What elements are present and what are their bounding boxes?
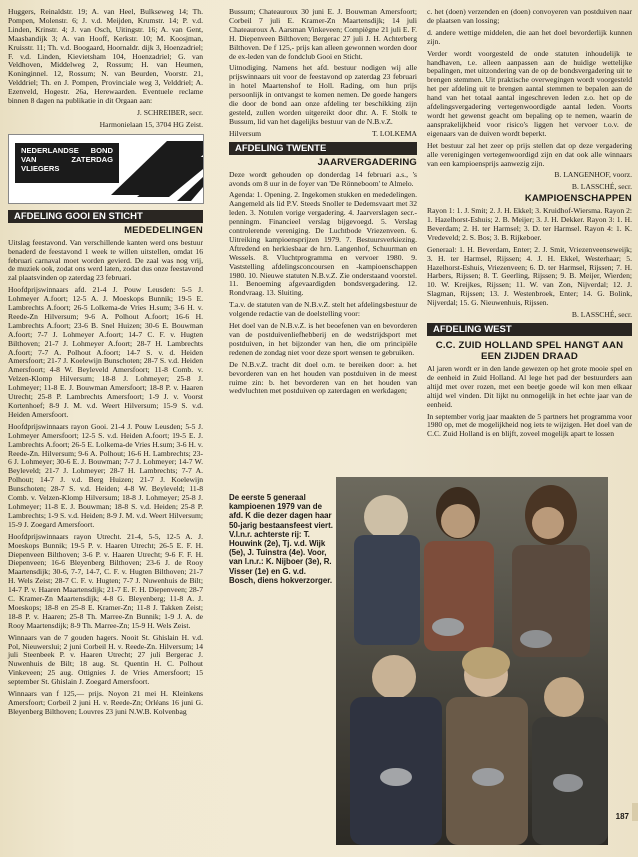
article-text: Winnaars van f 125,— prijs. Noyon 21 mei H. Kleinkens Amersfoort; Corbeil 2 juni H. v. Reede-Zn; Orléans 16 juni G. Bleyenberg Bilthoven; Louvres 23 juni N.W.B. Kolvenbag: [8, 689, 203, 716]
article-text: Verder wordt voorgesteld de onde statuten inhoudelijk te handhaven, t.e. alleen aanpassen aan de huidige wettelijke bepalingen, met uitzondering van de op de bondsvergadering uit te brengen stemmen. Uit praktische overwegingen wordt voorgesteld het per afdeling uit te brengen aantal stemmen te bepalen aan de hand van het totaal aantal ingeschreven leden z.o. het op de afdelingsvergadering vertegenwoordigde aantal leden. Voorts wordt het gewenst geacht om bepaling op te nemen, waarin de aansprakelijkheid voor risico's liggen het vervoer t.o.v. de eigenaars van de duiven wordt beperkt.: [427, 48, 632, 138]
article-text: T.a.v. de statuten van de N.B.v.Z. stelt het afdelingsbestuur de volgende redactie van de doelstelling voor:: [229, 300, 417, 319]
column-3: [427, 8, 632, 442]
bird-wing-icon: [107, 135, 203, 203]
member-list-text: Huggers, Reinaldstr. 19; A. van Heel, Bulkseweg 14; Th. Pompen, Molenstr. 6; J. v.d. Meijden, Krumstr. 14; P. v.d. Linden, Krinstr. 4; J. van Osch, Uitingstr. 16; A. van Gent, Maasbandijk 3; A. van Hooff, Kerkstr. 10; M. Koosjman, Kruisstr. 11; Th. v.d. Boogaard, Hoornaldr. dijk 3, Hoenzadriel; F. v.d. Linden, Kievietsham 104, Hoenzadriel; G. van Veldhoven, Middelweg 2, Rossum; H. van Heumen, Koninginnel. 12, Rossum; N. van Beurden, Voorstr. 21, Velddriel; Th. en J. Pompen, Provinciale weg 3, Velddriel; A. Ezenveld, Hogestr. 26a, Herewaarden. Eventuele reclame binnen 8 dagen na publikatie in dit Orgaan aan:: [8, 7, 203, 106]
article-text: Het doel van de N.B.v.Z. is het beoefenen van en bevorderen van de postduivenliefhebberij en de wedstrijdsport met postduiven, in het bijzonder van hen, die om principiële redenen de zondag niet voor deze sport wensen te gebruiken.: [229, 321, 417, 357]
article-text: Hoofdprijswinnaars rayon Gooi. 21-4 J. Pouw Leusden; 5-5 J. Lohmeyer Amersfoort; 12-5 S. v.d. Heiden A.foort; 19-5 E. J. Lambrechts A.foort; 26-5 E. Lolkema-de Vries H.sum; 3-6 H. v. Reede-Zn. Hilversum; 9-6 A. Polhout; 16-6 H. Lambrechts; 23-6 J. Lohmeyer; 30-6 E. J. Bouwman; 7-7 J. Lohmeyer; 14-7 W. Beyleveld; 21-7 J. Lohmeyer; 28-7 H. Lambrechts; 7-7 A. Polhout; 14-7 J. v.d. Berg Huizen; 21-7 J. Koelewijn Bunschoten; 28-7 S. v.d. Heiden; 4-8 W. Beyleveld; 11-8 Comb. v. Velzen-Klomp Hilversum; 18-8 J. Lohmeyer; 25-8 J. Lohmeyer; 11-8 E. J. Bouwman; 18-8 S. v.d. Heiden; 25-8 P. Lambrechts; 1-9 S. v.d. Heiden; 8-9 J. M. v.d. Weert Hilversum; 15-9 J. Zoegard Amersfoort.: [8, 421, 203, 529]
article-text: De N.B.v.Z. tracht dit doel o.m. te bereiken door: a. het bevorderen van en het houden van postduiven in de meest ruime zin: b. het bevorderen van en het houden van wedvluchten met postduiven op zaterdagen en werkdagen;: [229, 359, 417, 396]
article-text: Al jaren wordt er in den lande gewezen op het grote mooie spel en de eenheid in Zuid Holland. Al lege het pad der bestuurders aan altijd met over rozen, met een beetje goede wil kon men elkaar altijd wel vinden. Dit lijkt nu onmogelijk in het echte jaar van de eenheid.: [427, 364, 632, 409]
section-bar-west: AFDELING WEST: [427, 323, 632, 336]
page-edge-tab: [632, 803, 638, 821]
article-text: Winnaars van de 7 gouden hagers. Nooit St. Ghislain H. v.d. Pol, Nieuwerslui; 2 juni Corbeil H. v. Reede-Zn. Hilversum; 14 juli Steenbeek P. v. Haaren Utrecht; 27 juli Bergerac J. Nuwenhuis de Bilt; 18 aug. St. Quentin H. C. Polhout Vinkeveen; 25 aug. Ottignies J. de Vries Amersfoort; 15 september St. Ghislain J. Zoegard Amersfoort.: [8, 632, 203, 687]
section-bar-gooi-sticht: AFDELING GOOI EN STICHT: [8, 210, 203, 223]
group-photo-illustration: [336, 477, 608, 845]
page-number: 187: [615, 812, 629, 821]
logo-text: NEDERLANDSE BOND VAN ZATERDAG VLIEGERS: [15, 143, 119, 183]
signature: B. LASSCHÉ, secr.: [571, 310, 632, 320]
address: Harmonielaan 15, 3704 HG Zeist.: [99, 119, 203, 129]
signature: T. LOLKEMA: [372, 128, 417, 138]
signature: B. LANGENHOF, voorz.: [554, 170, 632, 180]
article-text: Bussum; Chateauroux 30 juni E. J. Bouwman Amersfoort; Corbeil 7 juli E. Kramer-Zn Maartensdijk; 14 juli Chateauroux A. Aarsman Vinkeveen; Compiègne 21 juli E. F. H. Diepenveen Bilthoven; Bergerac 27 juli J. H. Achterberg Bilthoven. De f 125,- prijs kan alleen gewonnen worden door de ex-leden van de fondclub Gooi en Sticht.: [229, 7, 417, 61]
signature: J. SCHREIBER, secr.: [136, 107, 203, 117]
column-2: [229, 8, 417, 399]
article-text: c. het (doen) verzenden en (doen) convoyeren van postduiven naar de plaatsen van lossing;: [427, 7, 632, 25]
section-bar-twente: AFDELING TWENTE: [229, 142, 417, 155]
article-text: Agenda: 1. Opening. 2. Ingekomen stukken en mededelingen. Aangemeld als lid P.V. Steeds Snoller te Dedemsvaart met 32 leden. 3. Notulen vorige vergadering. 4. Jaarverslagen secr.-penningm. Financieel verslag bijgevoegd. 5. Verslag controlerende vereniging. De Luchtbode Vriezenveen. 6. Uitreiking kampioensprijzen 1979. 7. Bestuursverkiezing. Aftredend en herkiesbaar de hrn. Langenhof, Schuurman en Wessels. 8. Vluchtprogramma en vervoer 1980. 9. Vaststelling afdelingsconcoursen en -kampioenschappen 1980. 10. Nieuwe statuten N.B.v.Z. Zie onderstaand voorstel. 11. Benoeming afgevaardigden bondsvergadering. 12. Rondvraag. 13. Sluiting.: [229, 190, 417, 298]
group-photo: [336, 477, 608, 845]
article-text: Deze wordt gehouden op donderdag 14 februari a.s., 's avonds om 8 uur in de foyer van 'De Rönneboom' te Almelo.: [229, 169, 417, 188]
heading-jaarvergadering: JAARVERGADERING: [317, 156, 417, 168]
heading-mededelingen: MEDEDELINGEN: [124, 224, 203, 236]
article-text: Uitslag feestavond. Van verschillende kanten werd ons bestuur benaderd de feestavond 1 week te willen uitstellen, omdat 16 februari carnaval moet worden gevierd. De zaal was nog vrij, de muziek ook, zodat ons werd laten, zodat dus onze feestavond zal plaatsvinden op zaterdag 23 februari.: [8, 237, 203, 283]
article-text: Uitnodiging. Namens het afd. bestuur nodigen wij alle prijswinnaars uit voor de feestavond op zaterdag 23 februari in hotel Maartenshof te Holl. Rading, om hun prijs persoonlijk in ontvangst te komen nemen. De goede hangers die door de bond aan onze afdeling ter beschikking zijn gesteld, zullen worden uitgereikt door dhr. A. F. Stolk te Bussum, lid van het dagelijks bestuur van de N.B.v.Z.: [229, 63, 417, 126]
heading-zuid-holland: C.C. ZUID HOLLAND SPEL HANGT AAN EEN ZIJDEN DRAAD: [435, 340, 624, 362]
article-text: Hoofdprijswinnaars rayon Utrecht. 21-4, 5-5, 12-5 A. J. Moeskops Bunnik; 19-5 P. v. Haaren Utrecht; 26-5 E. F. H. Diepenveen Bilthoven; 3-6 P. v. Haaren Utrecht; 9-6 F. F. H. Diepenveen; 16-6 Bleyenberg Bilthoven; 23-6 J. de Rooy Maartensdijk; 30-6, 7-7, 14-7, C. F. v. Hugten Bilthoven; 21-7 H. Wels Zeist; 28-7 C. F. v. Hugten; 7-7 J. Nuwenhuis de Bilt; 14-7 P. v. Haaren Maartensdijk; 21-7 E. F. H. Diepenveen; 28-7 C. Kramer-Zn Maartensdijk; 4-8 G. Bleyenberg; 11-8 A. J. Moeskops; 18-8 en 25-8 E. Kramer-Zn; 11-8 J. Takken Zeist; 18-8 P. v. Haaren; 25-8 Th. Marree-Zn Bunnik; 1-9 J. A. de Rooy Maartensdijk; 8-9 Th. Marree-Zn; 15-9 H. Wels Zeist.: [8, 531, 203, 630]
article-text: d. andere wettige middelen, die aan het doel bevorderlijk kunnen zijn.: [427, 27, 632, 46]
column-1: [8, 8, 203, 720]
heading-kampioenschappen: KAMPIOENSCHAPPEN: [524, 193, 632, 205]
signature: B. LASSCHÉ, secr.: [571, 182, 632, 192]
place: Hilversum: [229, 128, 262, 138]
bond-logo: [8, 134, 204, 204]
article-text: Het bestuur zal het zeer op prijs stellen dat op deze vergadering alle verenigingen vertegenwoordigd zijn en dat ook alle winnaars van een kampioensprijs aanwezig zijn.: [427, 140, 632, 168]
article-text: Rayon 1: 1. J. Smit; 2. J. H. Ekkel; 3. Kruidhof-Wiersma. Rayon 2: 1. Hazelhorst-Eshuis; 2. B. Meijer; 3. J. H. Dekker. Rayon 3: 1. H. Beverdam; 2. H. ter Harmsel; 3. D. ter Harmsel. Rayon 4: 1. K. Vredeveld; 2. S. Bos; 3. B. Rijkeboer.: [427, 206, 632, 242]
signature-line: [229, 130, 417, 139]
article-text: In september vorig jaar maakten de 5 partners het programma voor 1980 op, met de mogelijkheid nog iets te wijzigen. Het doel van de C.C. Zuid Holland is en blijft, zoveel mogelijk apart te lossen: [427, 411, 632, 439]
article-text: Hoofdprijswinnaars afd. 21-4 J. Pouw Leusden: 5-5 J. Lohmeyer A.foort; 12-5 A. J. Moeskops Bunnik; 19-5 E. Lambrechts A.foort; 26-5 Lolkema-de Vries H.sum; 3-6 H. v. Reede-Zn Hilversum; 9-6 A. Polhout A.foort; 16-6 H. Lambrechts A.foort; 23-6 B. Snel Huizen; 30-6 E. Bouwman A.foort; 7-7 J. Lohmeyer A.foort; 14-7 C. F. v. Hugten Bilthoven; 21-7 J. Lohmeyer A.foort; 28-7 H. Lambrechts A.foort; 7-7 A. Polhout A.foort; 14-7 S. v. d. Heiden Amersfoort; 21-7 J. Koelewijn Bunschoten; 28-7 S. v.d. Heiden Amersfoort; 4-8 W. Beyleveld Amersfoort; 11-8 Comb. v. Velzen-Klomp Hilversum; 18-8 J. Lohmeyer; 25-8 J. Lohmeyer; 11-8 E. J. Bouwman Amersfoort; 18-8 P. v. Haaren Utrecht; 25-8 P. Lambrechts Amersfoort; 1-9 J. v. Voorst Kortenhoef; 8-9 J. M. v.d. Weert Hilversum; 15-9 S. v.d. Heiden Amersfoort.: [8, 285, 203, 419]
article-text: Generaal: 1. H. Beverdam, Enter; 2. J. Smit, Vriezenveenseweijk; 3. H. ter Harmsel, Rijssen; 4. J. H. Ekkel, Westerhaar; 5. Hazelhorst-Eshuis, Vriezenveen; 6. D. ter Harmsel, Rijssen; 7. H. Harbers, Rijssen; 8. T. Geerling, Rijssen; 9. B. Meijer, Wierden; 10. W. Kreijkes, Rijssen; 11. W. van Zon, Nijverdal; 12. J. Slagman, Rijssen; 13. J. Westenbroek, Enter; 14. G. Bolink, Nijverdal; 15. G. Nieuwenhuis, Rijssen.: [427, 244, 632, 308]
photo-caption: De eerste 5 generaal kampioenen 1979 van de afd. K die dezer dagen haar 50-jarig bestaansfeest viert. V.l.n.r. achterste rij: T. Houwink (2e), Tj. v.d. Wijk (5e), J. Tuinstra (4e). Voor, van l.n.r.: K. Nijboer (3e), R. Visser (1e) en G. v.d. Bosch, diens hokverzorger.: [229, 493, 333, 585]
